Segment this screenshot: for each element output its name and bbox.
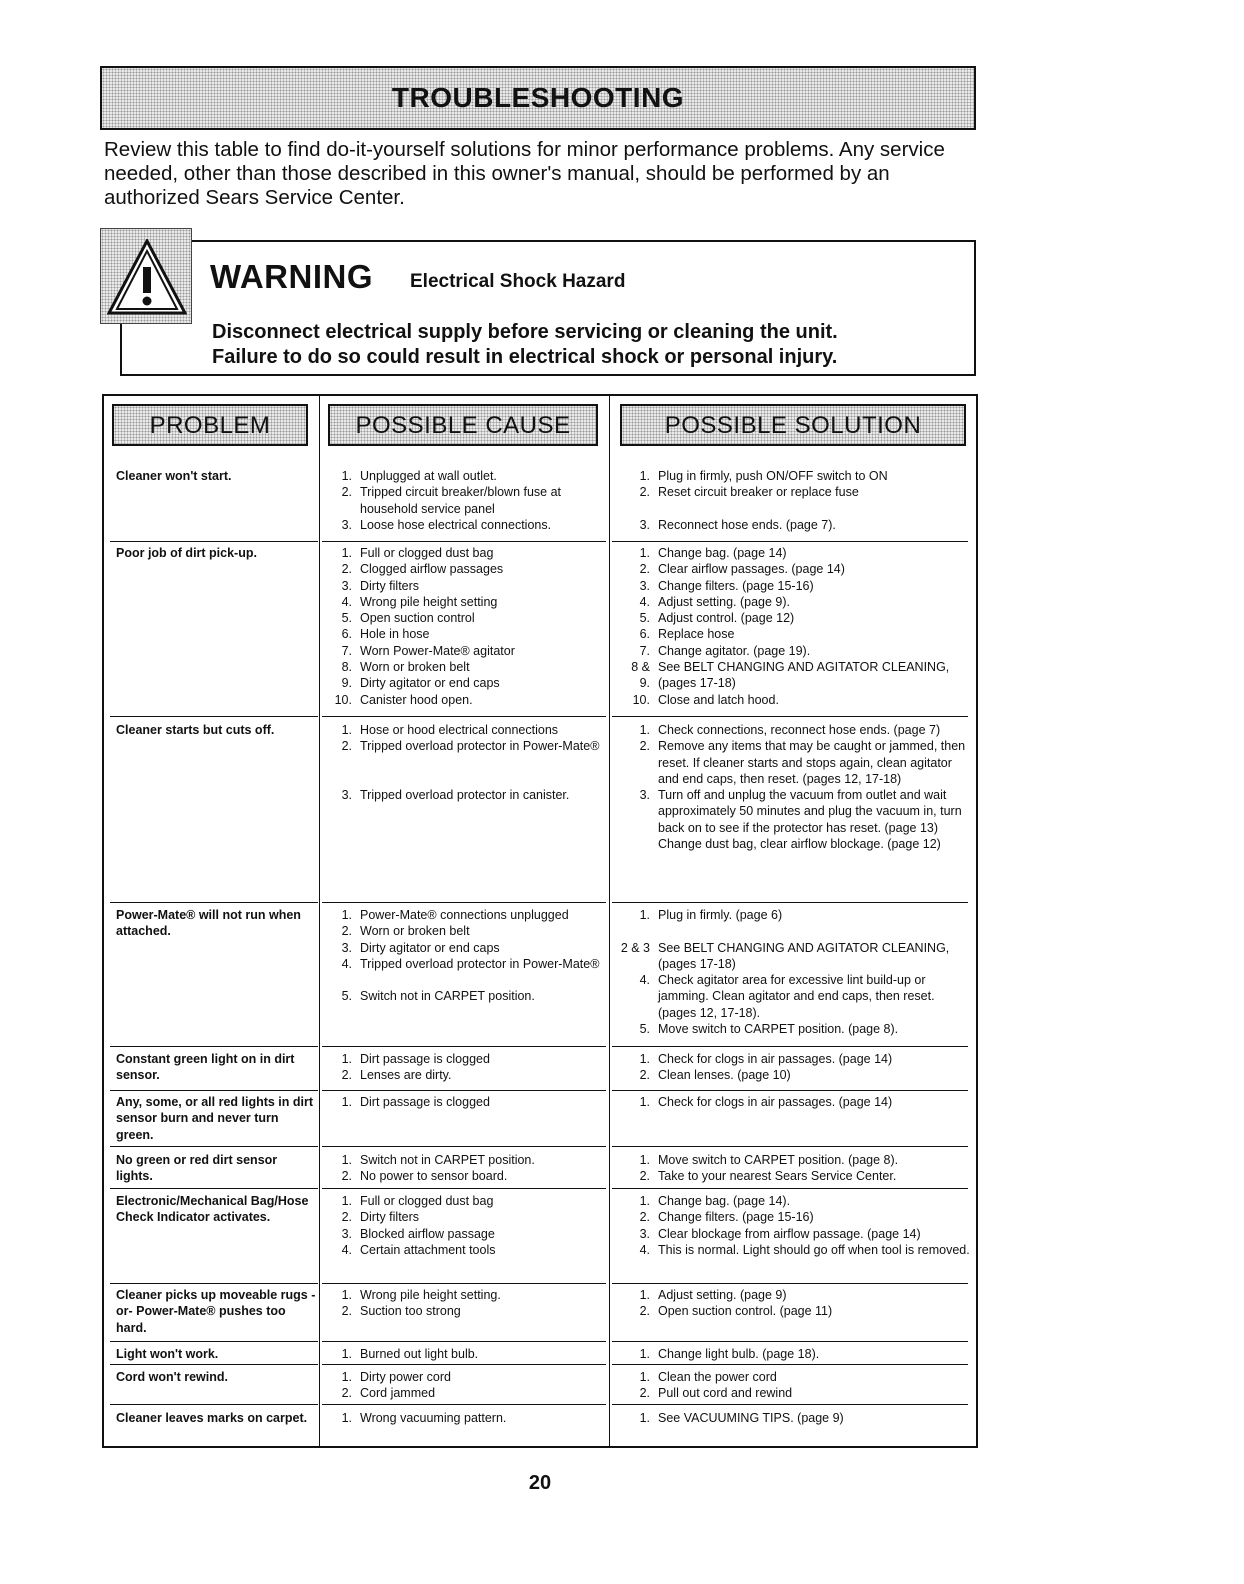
item-text: Worn or broken belt	[360, 660, 470, 675]
item-number: 1.	[639, 1347, 650, 1361]
item-number: 1.	[639, 1288, 650, 1302]
item-text: Change filters. (page 15-16)	[658, 1210, 814, 1225]
title-bar	[100, 66, 976, 130]
cause-list	[332, 1346, 602, 1362]
item-text: Check for clogs in air passages. (page 14)	[658, 1052, 893, 1066]
item-number: 3.	[639, 578, 650, 593]
item-text: Full or clogged dust bag	[360, 1194, 494, 1208]
item-text: Change bag. (page 14)	[658, 546, 787, 560]
item-text: Unplugged at wall outlet.	[360, 469, 497, 483]
item-number: 2.	[341, 1210, 352, 1225]
cause-item	[332, 578, 602, 594]
item-text: Suction too strong	[360, 1304, 461, 1319]
solution-item	[618, 545, 970, 561]
item-text: See VACUUMING TIPS. (page 9)	[658, 1411, 844, 1425]
item-text: Plug in firmly. (page 6)	[658, 908, 783, 922]
item-text: Wrong pile height setting.	[360, 1288, 501, 1302]
item-number	[332, 972, 360, 988]
item-number: 2.	[639, 739, 650, 754]
item-text: Adjust setting. (page 9)	[658, 1288, 787, 1302]
item-number: 8.	[341, 660, 352, 675]
solution-item	[618, 972, 970, 1021]
warning-triangle-icon	[107, 239, 187, 315]
item-text: Adjust control. (page 12)	[658, 611, 795, 626]
cause-item	[332, 517, 602, 533]
item-number: 2.	[341, 1304, 352, 1319]
warning-text	[212, 320, 838, 370]
solution-item	[618, 1369, 970, 1385]
item-text: No power to sensor board.	[360, 1169, 508, 1184]
cause-item	[332, 1369, 602, 1385]
solution-item	[618, 501, 970, 517]
item-text: Dirty agitator or end caps	[360, 940, 500, 955]
item-text: See BELT CHANGING AND AGITATOR CLEANING, (pages 17-18)	[658, 660, 950, 691]
page-title: TROUBLESHOOTING	[391, 82, 685, 113]
cause-list	[332, 1094, 602, 1110]
item-text: Worn or broken belt	[360, 924, 470, 939]
solution-list	[618, 545, 970, 708]
solution-item	[618, 1021, 970, 1037]
item-number: 2.	[639, 1210, 650, 1225]
cause-item	[332, 755, 602, 771]
cause-item	[332, 1346, 602, 1362]
cause-list	[332, 907, 602, 1005]
item-number: 1.	[639, 1194, 650, 1208]
item-text: Tripped circuit breaker/blown fuse at household service panel	[360, 485, 562, 516]
item-text	[360, 755, 602, 771]
item-text: Turn off and unplug the vacuum from outlet and wait approximately 50 minutes and plug the vacuum in, turn back on to see if the protector has reset. (page 13) Change dust bag, clear airflow blockage. (page 12)	[658, 788, 962, 852]
problem-text: Cleaner starts but cuts off.	[116, 723, 275, 737]
item-number: 10.	[334, 692, 352, 707]
cause-item	[332, 1226, 602, 1242]
item-text: Plug in firmly, push ON/OFF switch to ON	[658, 469, 888, 483]
item-number: 4.	[639, 973, 650, 988]
item-text: Dirt passage is clogged	[360, 1052, 490, 1066]
item-text: Clear blockage from airflow passage. (page 14)	[658, 1226, 921, 1241]
item-number: 6.	[341, 627, 352, 642]
item-number: 1.	[341, 1153, 352, 1167]
item-text: Tripped overload protector in canister.	[360, 788, 570, 803]
item-number: 7.	[341, 643, 352, 658]
item-text: Take to your nearest Sears Service Center.	[658, 1169, 897, 1184]
solution-item	[618, 907, 970, 923]
solution-item	[618, 692, 970, 708]
cause-item	[332, 722, 602, 738]
item-text: Clogged airflow passages	[360, 562, 504, 577]
item-number	[618, 923, 658, 939]
cause-item	[332, 1287, 602, 1303]
warning-line-1: Disconnect electrical supply before servicing or cleaning the unit.	[212, 321, 838, 343]
item-number: 1.	[639, 1095, 650, 1109]
item-text: Change filters. (page 15-16)	[658, 578, 814, 593]
solution-item	[618, 1287, 970, 1303]
solution-list	[618, 907, 970, 1037]
item-number: 1.	[341, 1095, 352, 1109]
item-number: 3.	[341, 1226, 352, 1241]
item-number: 2.	[341, 1386, 352, 1401]
cause-item	[332, 468, 602, 484]
item-text: This is normal. Light should go off when tool is removed.	[658, 1242, 970, 1257]
item-number: 1.	[639, 1411, 650, 1425]
cause-item	[332, 692, 602, 708]
cause-item	[332, 675, 602, 691]
item-number: 1.	[341, 469, 352, 483]
item-text: Open suction control	[360, 611, 475, 626]
item-number: 1.	[341, 546, 352, 560]
item-number	[332, 771, 360, 787]
item-number: 2.	[341, 485, 352, 500]
item-number: 3.	[639, 1226, 650, 1241]
item-text: Open suction control. (page 11)	[658, 1304, 833, 1319]
item-number: 1.	[639, 908, 650, 922]
item-text: Dirt passage is clogged	[360, 1095, 490, 1109]
solution-item	[618, 738, 970, 787]
item-number: 1.	[639, 723, 650, 737]
cause-list	[332, 468, 602, 533]
problem-text: Cleaner won't start.	[116, 469, 232, 483]
item-number: 2.	[639, 1386, 650, 1401]
item-text: Move switch to CARPET position. (page 8).	[658, 1153, 899, 1167]
item-text: Hole in hose	[360, 627, 430, 642]
solution-item	[618, 1346, 970, 1362]
cause-item	[332, 1094, 602, 1110]
solution-item	[618, 517, 970, 533]
problem-text: No green or red dirt sensor lights.	[116, 1153, 278, 1184]
item-number: 2.	[341, 1068, 352, 1083]
solution-item	[618, 484, 970, 500]
cause-item	[332, 659, 602, 675]
cause-item	[332, 561, 602, 577]
item-text: Reconnect hose ends. (page 7).	[658, 517, 836, 532]
item-text: Hose or hood electrical connections	[360, 723, 559, 737]
solution-list	[618, 1051, 970, 1084]
solution-item	[618, 787, 970, 852]
cause-item	[332, 907, 602, 923]
item-text: Adjust setting. (page 9).	[658, 594, 791, 609]
item-text: Clean lenses. (page 10)	[658, 1068, 791, 1083]
item-number: 4.	[639, 1242, 650, 1257]
item-number: 1.	[341, 908, 352, 922]
item-number: 4.	[341, 594, 352, 609]
item-number	[618, 501, 658, 517]
item-text: See BELT CHANGING AND AGITATOR CLEANING, (pages 17-18)	[658, 940, 950, 971]
item-text: Worn Power-Mate® agitator	[360, 643, 515, 658]
item-number: 3.	[341, 517, 352, 532]
item-text	[360, 972, 602, 988]
cause-item	[332, 1067, 602, 1083]
item-number: 3.	[639, 517, 650, 532]
solution-item	[618, 1067, 970, 1083]
item-number: 9.	[341, 676, 352, 691]
item-text: Full or clogged dust bag	[360, 546, 494, 560]
item-text: Tripped overload protector in Power-Mate®	[360, 956, 600, 971]
item-text: Lenses are dirty.	[360, 1068, 452, 1083]
solution-item	[618, 468, 970, 484]
item-number: 1.	[341, 1288, 352, 1302]
page-number: 20	[528, 1472, 552, 1494]
warning-icon-block	[100, 228, 192, 324]
solution-item	[618, 1226, 970, 1242]
problem-text: Power-Mate® will not run when attached.	[116, 908, 301, 939]
item-number: 2.	[341, 1169, 352, 1184]
item-number: 2.	[639, 1068, 650, 1083]
item-number: 2.	[639, 1169, 650, 1184]
item-text: Clean the power cord	[658, 1370, 777, 1384]
item-number: 3.	[341, 578, 352, 593]
item-text: Check agitator area for excessive lint build-up or jamming. Clean agitator and end caps, then reset. (pages 12, 17-18).	[658, 973, 935, 1020]
solution-item	[618, 594, 970, 610]
problem-text: Cleaner picks up moveable rugs -or- Power-Mate® pushes too hard.	[116, 1288, 316, 1335]
solution-list	[618, 1369, 970, 1402]
item-text: Clear airflow passages. (page 14)	[658, 562, 845, 577]
item-text: Wrong pile height setting	[360, 594, 498, 609]
item-text: Cord jammed	[360, 1386, 436, 1401]
problem-text: Electronic/Mechanical Bag/Hose Check Indicator activates.	[116, 1194, 309, 1225]
item-text: Power-Mate® connections unplugged	[360, 908, 569, 922]
item-number: 1.	[341, 1370, 352, 1384]
item-number: 2.	[639, 562, 650, 577]
item-text: Replace hose	[658, 627, 735, 642]
cause-item	[332, 988, 602, 1004]
problem-text: Constant green light on in dirt sensor.	[116, 1052, 295, 1083]
cause-item	[332, 1410, 602, 1426]
item-number: 5.	[341, 989, 352, 1004]
solution-item	[618, 643, 970, 659]
item-number: 2 & 3	[620, 940, 650, 955]
cause-item	[332, 972, 602, 988]
problem-text: Light won't work.	[116, 1347, 219, 1361]
item-number: 1.	[341, 1052, 352, 1066]
item-number: 5.	[639, 1022, 650, 1037]
item-number: 2.	[341, 562, 352, 577]
cause-item	[332, 787, 602, 803]
item-text: Burned out light bulb.	[360, 1347, 479, 1361]
item-text: Tripped overload protector in Power-Mate®	[360, 739, 600, 754]
item-text: Pull out cord and rewind	[658, 1386, 793, 1401]
solution-item	[618, 659, 970, 692]
solution-item	[618, 940, 970, 973]
solution-list	[618, 468, 970, 533]
problem-text: Any, some, or all red lights in dirt sensor burn and never turn green.	[116, 1095, 314, 1142]
solution-item	[618, 1051, 970, 1067]
solution-item	[618, 610, 970, 626]
header-problem: PROBLEM	[112, 404, 308, 446]
item-number: 3.	[341, 940, 352, 955]
solution-list	[618, 722, 970, 852]
item-number: 1.	[341, 1347, 352, 1361]
cause-item	[332, 1385, 602, 1401]
cause-item	[332, 484, 602, 517]
item-number: 1.	[639, 1153, 650, 1167]
item-text: Certain attachment tools	[360, 1242, 496, 1257]
item-text: Switch not in CARPET position.	[360, 989, 535, 1004]
item-text: Remove any items that may be caught or jammed, then reset. If cleaner starts and stops again, clean agitator and end caps, then reset. (pages 12, 17-18)	[658, 739, 966, 786]
item-number: 1.	[341, 1411, 352, 1425]
item-number: 1.	[639, 1052, 650, 1066]
cause-item	[332, 1242, 602, 1258]
solution-list	[618, 1152, 970, 1185]
cause-list	[332, 1369, 602, 1402]
header-possible-cause: POSSIBLE CAUSE	[328, 404, 598, 446]
solution-item	[618, 578, 970, 594]
warning-heading: WARNING	[210, 258, 373, 295]
item-number: 7.	[639, 643, 650, 658]
solution-list	[618, 1193, 970, 1258]
item-number: 1.	[639, 1370, 650, 1384]
solution-item	[618, 1193, 970, 1209]
item-text	[658, 923, 970, 939]
item-text: Dirty filters	[360, 1210, 420, 1225]
cause-item	[332, 1209, 602, 1225]
item-text: Dirty agitator or end caps	[360, 676, 500, 691]
item-number: 1.	[639, 546, 650, 560]
item-text: Loose hose electrical connections.	[360, 517, 552, 532]
cause-list	[332, 722, 602, 803]
solution-item	[618, 1094, 970, 1110]
cause-item	[332, 1152, 602, 1168]
item-text: Blocked airflow passage	[360, 1226, 495, 1241]
solution-item	[618, 1303, 970, 1319]
item-number: 2.	[341, 739, 352, 754]
cause-item	[332, 545, 602, 561]
column-divider	[609, 394, 610, 1448]
warning-subheading: Electrical Shock Hazard	[410, 271, 626, 292]
item-number: 10.	[632, 692, 650, 707]
item-number: 4.	[341, 1242, 352, 1257]
item-text: Change light bulb. (page 18).	[658, 1347, 820, 1361]
cause-list	[332, 1051, 602, 1084]
item-number: 8 & 9.	[631, 660, 650, 691]
solution-list	[618, 1410, 970, 1426]
problem-text: Cleaner leaves marks on carpet.	[116, 1411, 308, 1425]
item-number: 3.	[639, 788, 650, 803]
item-text: Wrong vacuuming pattern.	[360, 1411, 507, 1425]
cause-item	[332, 1051, 602, 1067]
cause-list	[332, 1152, 602, 1185]
solution-item	[618, 1168, 970, 1184]
cause-item	[332, 940, 602, 956]
cause-list	[332, 1287, 602, 1320]
column-divider	[319, 394, 320, 1448]
intro-paragraph: Review this table to find do-it-yourself solutions for minor performance problems. Any service needed, other than those described in this owner's manual, should be performed by an authorized Sears Service Center.	[104, 138, 945, 209]
solution-item	[618, 722, 970, 738]
header-possible-solution: POSSIBLE SOLUTION	[620, 404, 966, 446]
solution-item	[618, 923, 970, 939]
cause-item	[332, 1168, 602, 1184]
item-number: 5.	[341, 611, 352, 626]
item-text: Close and latch hood.	[658, 692, 779, 707]
solution-item	[618, 561, 970, 577]
item-text: Change bag. (page 14).	[658, 1194, 791, 1208]
item-text: Dirty power cord	[360, 1370, 451, 1384]
solution-item	[618, 1152, 970, 1168]
solution-item	[618, 1209, 970, 1225]
item-text: Check for clogs in air passages. (page 14)	[658, 1095, 893, 1109]
item-text: Switch not in CARPET position.	[360, 1153, 535, 1167]
item-number: 2.	[341, 924, 352, 939]
cause-item	[332, 594, 602, 610]
cause-item	[332, 956, 602, 972]
item-text	[360, 771, 602, 787]
cause-item	[332, 1303, 602, 1319]
solution-item	[618, 1385, 970, 1401]
cause-item	[332, 610, 602, 626]
solution-item	[618, 1242, 970, 1258]
cause-list	[332, 1193, 602, 1258]
cause-list	[332, 1410, 602, 1426]
item-number: 1.	[341, 723, 352, 737]
item-text: Canister hood open.	[360, 692, 473, 707]
cause-list	[332, 545, 602, 708]
item-text	[658, 501, 970, 517]
item-number: 5.	[639, 611, 650, 626]
item-number: 6.	[639, 627, 650, 642]
item-text: Check connections, reconnect hose ends. (page 7)	[658, 723, 941, 737]
cause-item	[332, 1193, 602, 1209]
solution-item	[618, 626, 970, 642]
problem-text: Cord won't rewind.	[116, 1370, 228, 1384]
item-number: 1.	[341, 1194, 352, 1208]
cause-item	[332, 771, 602, 787]
item-number: 4.	[341, 956, 352, 971]
cause-item	[332, 738, 602, 754]
item-text: Dirty filters	[360, 578, 420, 593]
cause-item	[332, 643, 602, 659]
solution-list	[618, 1094, 970, 1110]
solution-list	[618, 1346, 970, 1362]
item-number: 3.	[341, 788, 352, 803]
solution-item	[618, 1410, 970, 1426]
item-number: 2.	[639, 1304, 650, 1319]
solution-list	[618, 1287, 970, 1320]
problem-text: Poor job of dirt pick-up.	[116, 546, 257, 560]
item-number: 4.	[639, 594, 650, 609]
item-number: 2.	[639, 485, 650, 500]
cause-item	[332, 626, 602, 642]
item-text: Change agitator. (page 19).	[658, 643, 811, 658]
warning-line-2: Failure to do so could result in electrical shock or personal injury.	[212, 346, 838, 368]
cause-item	[332, 923, 602, 939]
item-number: 1.	[639, 469, 650, 483]
item-text: Move switch to CARPET position. (page 8).	[658, 1022, 899, 1037]
item-number	[332, 755, 360, 771]
item-text: Reset circuit breaker or replace fuse	[658, 485, 859, 500]
